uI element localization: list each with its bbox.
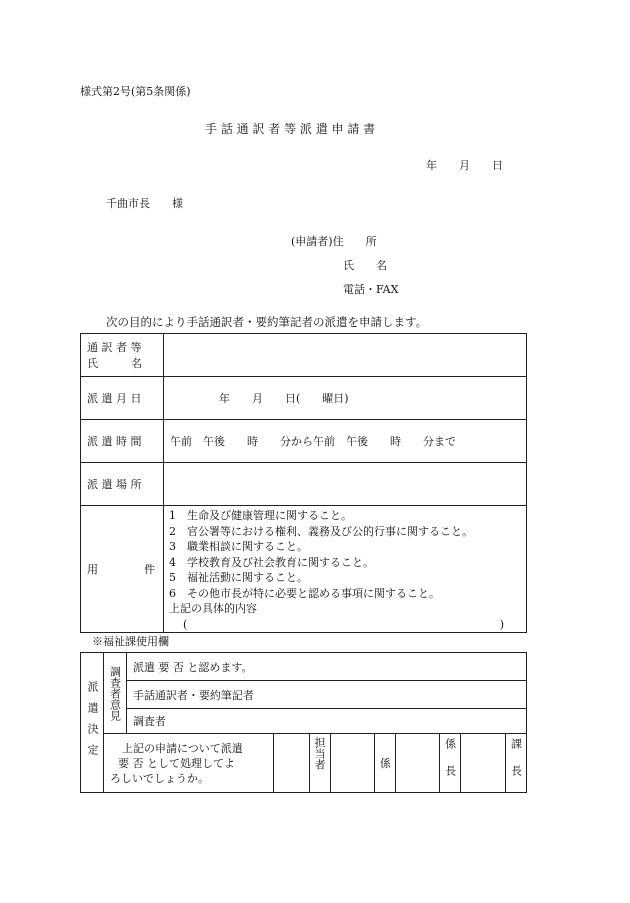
stamp-label-kacho — [506, 734, 527, 793]
dispatch-time-field[interactable]: 午前 午後 時 分から午前 午後 時 分まで — [164, 420, 527, 463]
opinion-label-text: 調査者意見 — [108, 665, 122, 721]
dispatch-date-label: 派 遣 月 日 — [81, 377, 164, 420]
purpose-item[interactable]: 1 生命及び健康管理に関すること。 — [169, 509, 352, 522]
purpose-item[interactable]: 5 福祉活動に関すること。 — [169, 571, 308, 584]
interpreter-name-field[interactable] — [164, 334, 527, 377]
applicant-phone-label: 電話・FAX — [343, 283, 399, 296]
approval-text-line2: 要 否 として処理してよ — [117, 756, 235, 770]
paren-open: ( — [183, 617, 188, 631]
purpose-label — [81, 506, 164, 633]
stamp-box-kakaricho[interactable] — [461, 734, 506, 793]
stamp-label-kakaricho-text: 係長 — [443, 738, 457, 792]
approval-text-line1: 上記の申請について派遣 — [121, 741, 243, 755]
page-title: 手 話 通 訳 者 等 派 遣 申 請 書 — [205, 122, 376, 136]
opinion-line-1[interactable]: 派遣 要 否 と認めます。 — [126, 653, 526, 681]
purpose-item[interactable]: 6 その他市長が特に必要と認める事項に関すること。 — [169, 586, 440, 600]
approval-text — [103, 734, 273, 793]
dispatch-place-field[interactable] — [164, 463, 527, 506]
dispatch-place-label: 派 遣 場 所 — [81, 463, 164, 506]
paren-close: ) — [499, 617, 504, 631]
opinion-line-3[interactable]: 調査者 — [126, 709, 526, 734]
opinion-line-2[interactable]: 手話通訳者・要約筆記者 — [126, 681, 526, 709]
purpose-item[interactable]: 4 学校教育及び社会教育に関すること。 — [169, 555, 374, 569]
office-use-table — [80, 652, 527, 793]
opinion-label — [103, 653, 126, 734]
purpose-list — [164, 506, 527, 633]
stamp-label-kacho-text: 課長 — [509, 738, 523, 792]
stamp-box-tantosha[interactable] — [330, 734, 375, 793]
dispatch-date-field[interactable]: 年 月 日( 曜日) — [164, 377, 527, 420]
interpreter-label-line2: 氏 名 — [87, 357, 142, 370]
purpose-item[interactable]: 2 官公署等における権利、義務及び公的行事に関すること。 — [169, 524, 473, 538]
dispatch-time-label: 派 遣 時 間 — [81, 420, 164, 463]
stamp-label-tantosha — [309, 734, 330, 793]
dispatch-decision-text: 派遣決定 — [85, 680, 99, 765]
purpose-item[interactable]: 3 職業相談に関すること。 — [169, 540, 308, 553]
stamp-label-tantosha-text: 担当者 — [313, 737, 327, 770]
application-table — [80, 333, 527, 633]
purpose-detail-label: 上記の具体的内容 — [169, 602, 257, 615]
purpose-detail-field[interactable] — [169, 617, 526, 633]
form-number: 様式第2号(第5条関係) — [80, 85, 191, 98]
applicant-address-label: (申請者)住 所 — [291, 235, 377, 248]
stamp-box-kakari[interactable] — [396, 734, 440, 793]
dispatch-decision-label — [81, 653, 104, 793]
office-use-label: ※福祉課使用欄 — [92, 635, 169, 648]
approval-text-line3: ろしいでしょうか。 — [109, 771, 209, 785]
addressee: 千曲市長 様 — [106, 197, 183, 210]
stamp-label-kakari: 係 — [375, 734, 396, 793]
purpose-label-1: 用 — [87, 563, 98, 576]
interpreter-label-line1: 通 訳 者 等 — [87, 341, 142, 354]
stamp-label-kakaricho — [440, 734, 461, 793]
approval-blank-cell[interactable] — [274, 734, 310, 793]
interpreter-name-label — [81, 334, 164, 377]
purpose-label-2: 件 — [144, 563, 155, 576]
applicant-name-label: 氏 名 — [343, 259, 387, 272]
intro-text: 次の目的により手話通訳者・要約筆記者の派遣を申請します。 — [106, 315, 428, 329]
application-date: 年 月 日 — [426, 159, 503, 172]
